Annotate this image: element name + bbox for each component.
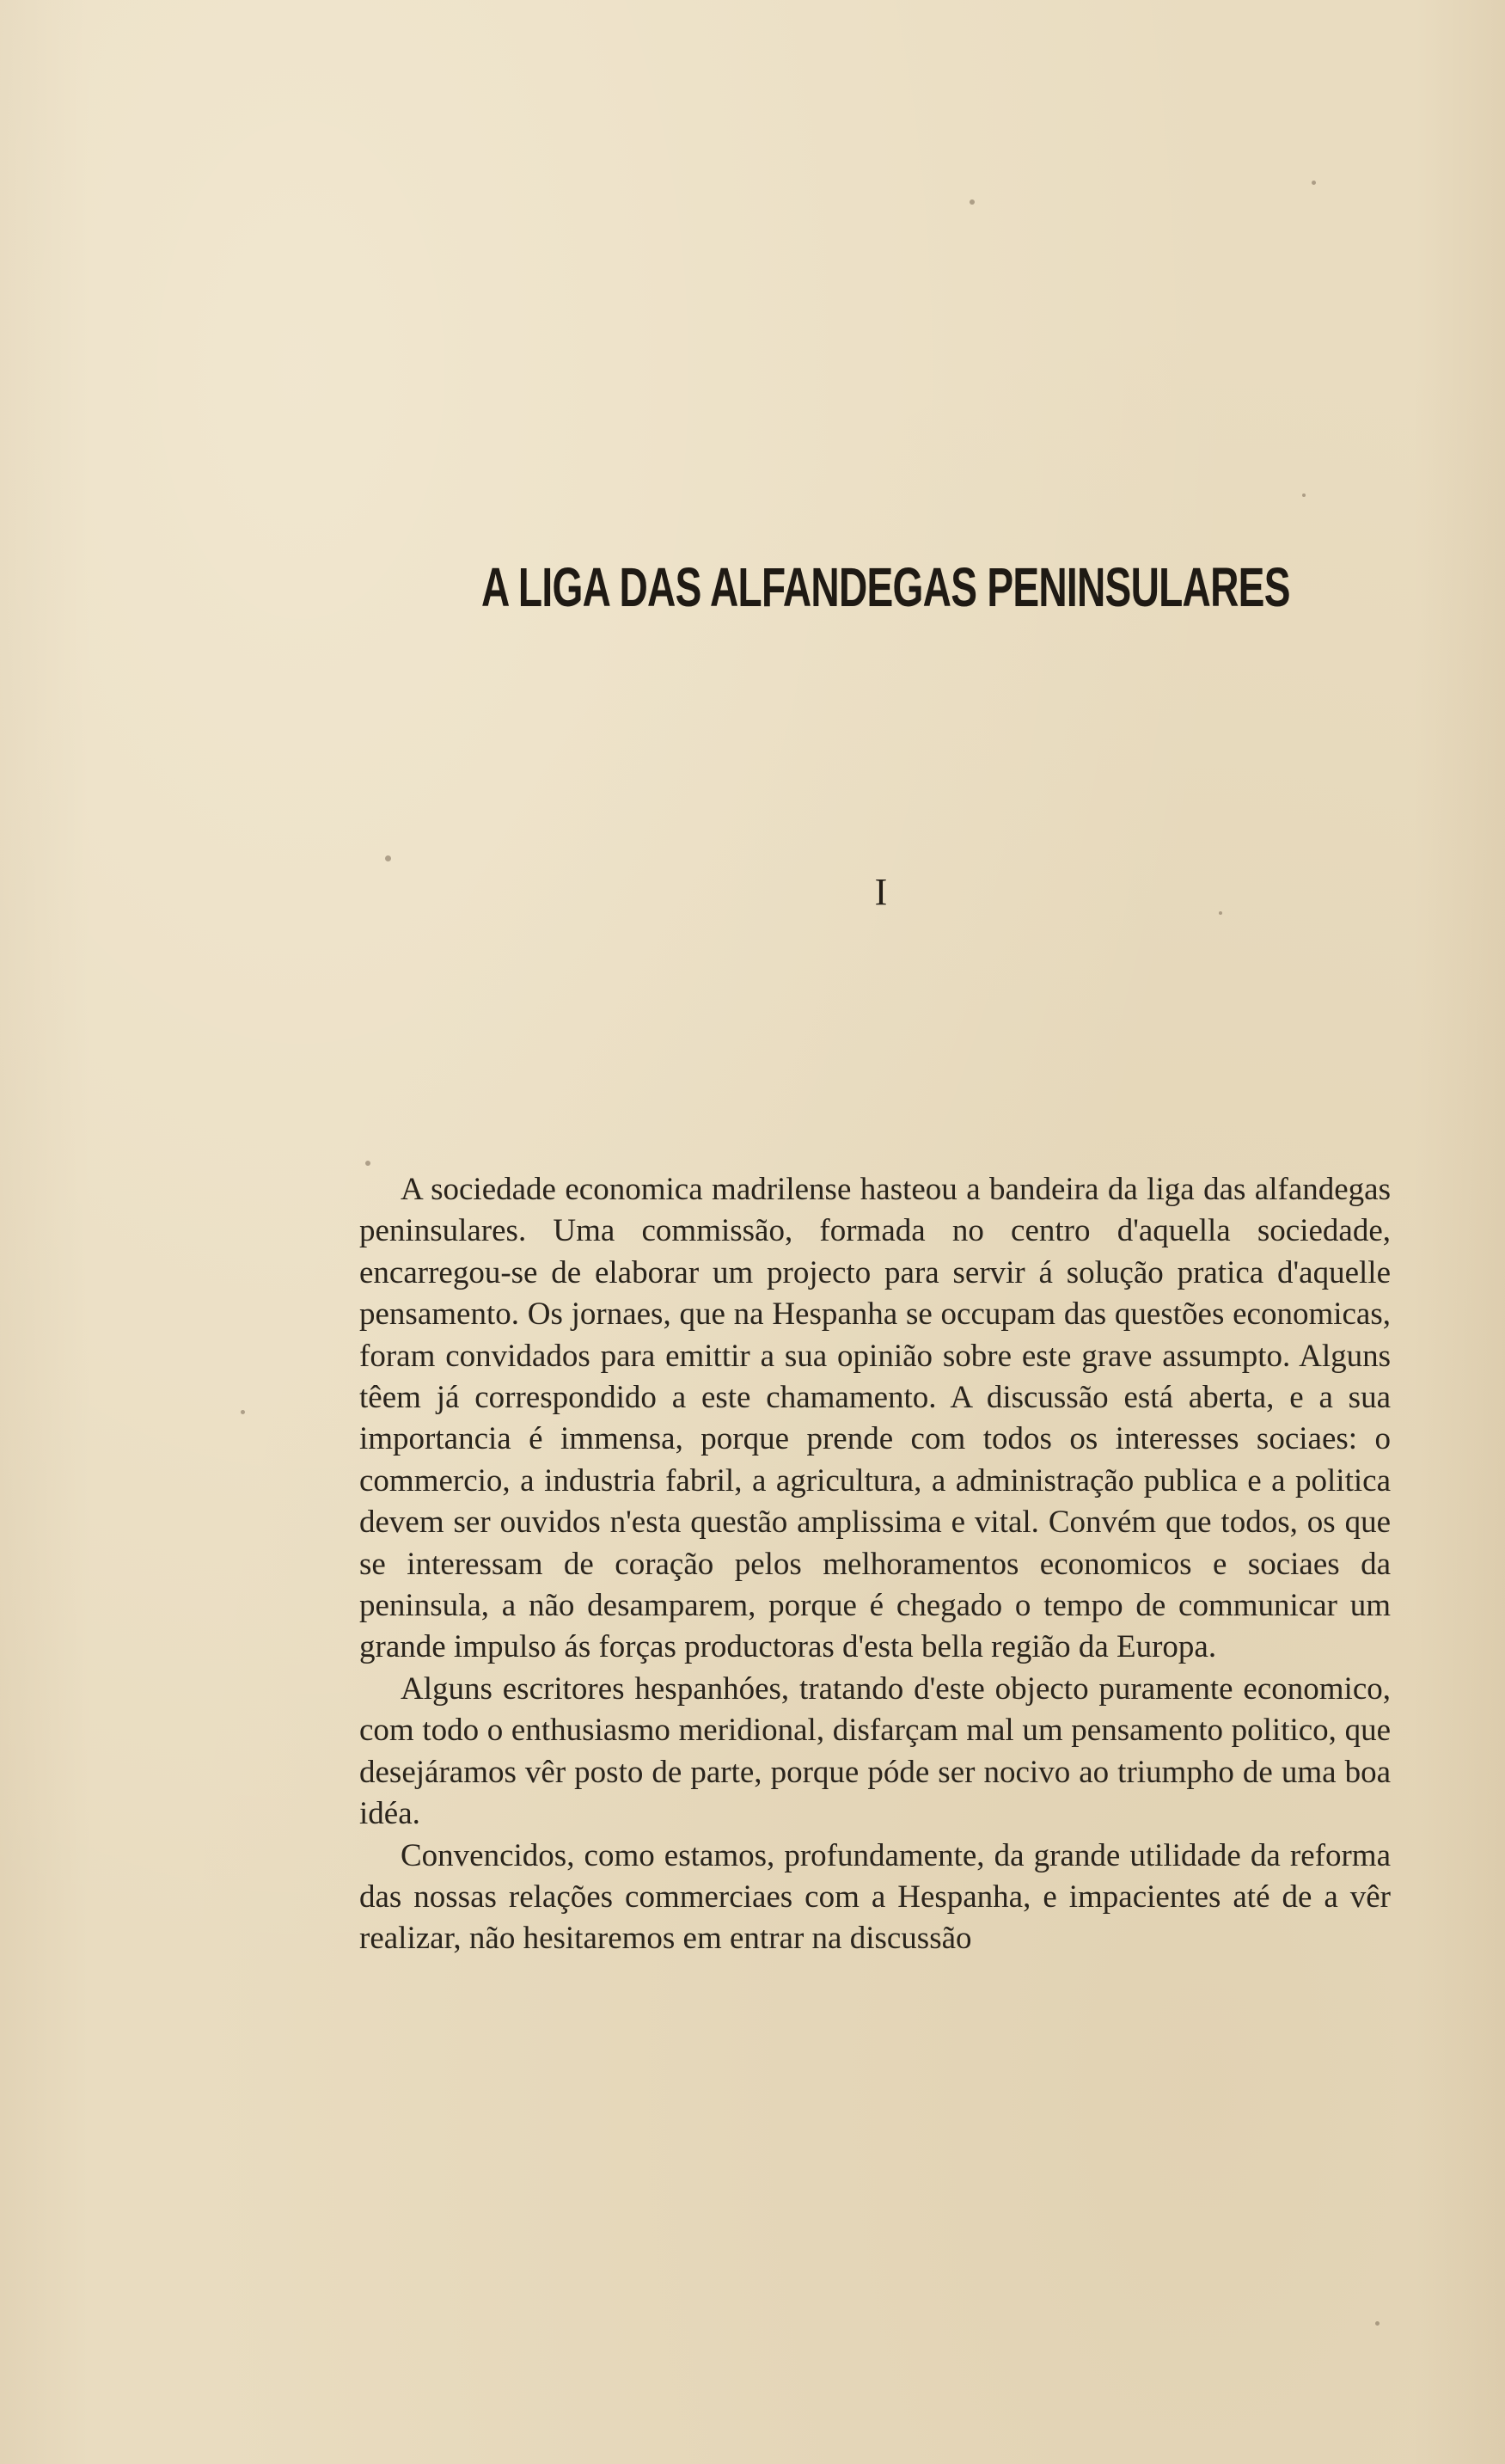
paper-speck xyxy=(385,855,391,861)
paper-speck xyxy=(241,1410,245,1414)
body-text xyxy=(359,1169,1391,1960)
paper-speck xyxy=(365,1161,370,1166)
paper-speck xyxy=(1302,493,1306,497)
paragraph: Convencidos, como estamos, profundamente, da grande utilidade da reforma das nossas relações commerciaes com a Hespanha, e impacientes até de a vêr realizar, não hesitaremos em entrar na discussão xyxy=(359,1837,1391,1957)
paper-speck xyxy=(1312,181,1316,185)
paper-speck xyxy=(1375,2321,1380,2326)
paper-speck xyxy=(970,199,975,205)
paragraph: Alguns escritores hespanhóes, tratando d'este objecto puramente economico, com todo o enthusiasmo meridional, disfarçam mal um pensamento politico, que desejáramos vêr posto de parte, porque póde ser nocivo ao triumpho de uma boa idéa. xyxy=(359,1670,1391,1832)
paper-speck xyxy=(1219,911,1222,915)
chapter-title: A LIGA DAS ALFANDEGAS PENINSULARES xyxy=(481,556,1290,618)
paragraph: A sociedade economica madrilense hasteou a bandeira da liga das alfandegas peninsulares. Uma commissão, formada no centro d'aquella sociedade, encarregou-se de elaborar um projecto para servir á solução pratica d'aquelle pensamento. Os jornaes, que na Hespanha se occupam das questões economicas, foram convidados para emittir a sua opinião sobre este grave assumpto. Alguns têem já correspondido a este chamamento. A discussão está aberta, e a sua importancia é immensa, porque prende com todos os interesses sociaes: o commercio, a industria fabril, a agricultura, a administração publica e a politica devem ser ouvidos n'esta questão amplissima e vital. Convém que todos, os que se interessam de coração pelos melhoramentos economicos e sociaes da peninsula, a não desamparem, porque é chegado o tempo de communicar um grande impulso ás forças productoras d'esta bella região da Europa. xyxy=(359,1172,1391,1665)
section-number: I xyxy=(874,871,888,913)
